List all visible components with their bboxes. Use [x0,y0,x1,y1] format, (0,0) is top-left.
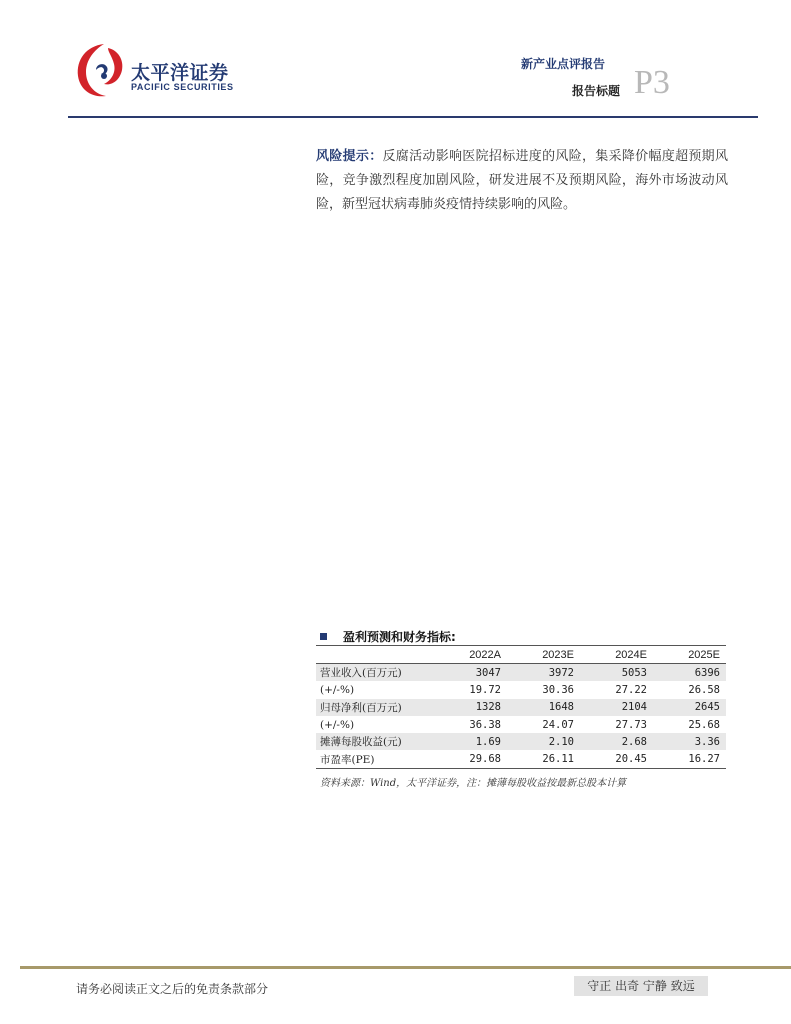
table-cell: 2104 [580,699,653,716]
row-label: (+/-%) [320,683,355,696]
report-type: 新产业点评报告 [520,57,605,71]
logo-chinese-name: 太平洋证券 [131,62,229,84]
table-cell: 3.36 [653,733,726,750]
table-cell: 3047 [434,664,507,682]
table-cell: 1328 [434,699,507,716]
table-row [316,699,726,716]
company-logo [74,40,234,110]
table-cell: 5053 [580,664,653,682]
header-divider [68,116,758,118]
table-header-cell: 2024E [580,646,653,664]
page-number: P3 [634,64,670,101]
table-cell: 2.68 [580,733,653,750]
logo-english-name: PACIFIC SECURITIES [131,82,234,92]
table-cell: 16.27 [653,750,726,768]
table-cell: 1648 [507,699,580,716]
table-row [316,716,726,733]
table-cell: 3972 [507,664,580,682]
table-cell: 24.07 [542,718,574,731]
table-cell: 36.38 [469,718,501,731]
table-cell: 27.73 [615,718,647,731]
financial-forecast-table [316,645,726,769]
table-title [320,628,456,645]
disclaimer-text: 请务必阅读正文之后的免责条款部分 [76,982,269,996]
table-header-cell: 2022A [434,646,507,664]
table-cell: 25.68 [688,718,720,731]
row-label: 摊薄每股收益(元) [316,733,434,750]
table-header-row [316,646,726,664]
table-header-cell: 2023E [507,646,580,664]
table-cell: 2645 [653,699,726,716]
table-cell: 1.69 [434,733,507,750]
square-bullet-icon [320,633,327,640]
table-cell: 30.36 [542,683,574,696]
table-cell: 27.22 [615,683,647,696]
table-header-cell [316,646,434,664]
table-cell: 26.58 [688,683,720,696]
table-row [316,681,726,698]
table-cell: 29.68 [434,750,507,768]
row-label: 市盈率(PE) [316,750,434,768]
table-cell: 19.72 [469,683,501,696]
table-cell: 2.10 [507,733,580,750]
table-row [316,750,726,768]
risk-warning-paragraph [316,145,728,217]
table-cell: 20.45 [580,750,653,768]
table-cell: 6396 [653,664,726,682]
company-motto: 守正 出奇 宁静 致远 [574,976,708,996]
report-title: 报告标题 [571,84,620,98]
table-cell: 26.11 [507,750,580,768]
table-row [316,733,726,750]
row-label: (+/-%) [320,718,355,731]
footer-divider [20,966,791,969]
table-header-cell: 2025E [653,646,726,664]
risk-text: 反腐活动影响医院招标进度的风险，集采降价幅度超预期风险，竞争激烈程度加剧风险，研发进展不及预期风险，海外市场波动风险，新型冠状病毒肺炎疫情持续影响的风险。 [316,149,728,212]
row-label: 归母净利(百万元) [316,699,434,716]
table-title-text: 盈利预测和财务指标: [343,630,456,644]
table-row [316,664,726,682]
table-source-note: 资料来源：Wind，太平洋证券，注：摊薄每股收益按最新总股本计算 [320,778,627,789]
row-label: 营业收入(百万元) [316,664,434,682]
risk-label: 风险提示： [316,149,383,164]
logo-emblem-icon [74,40,126,100]
